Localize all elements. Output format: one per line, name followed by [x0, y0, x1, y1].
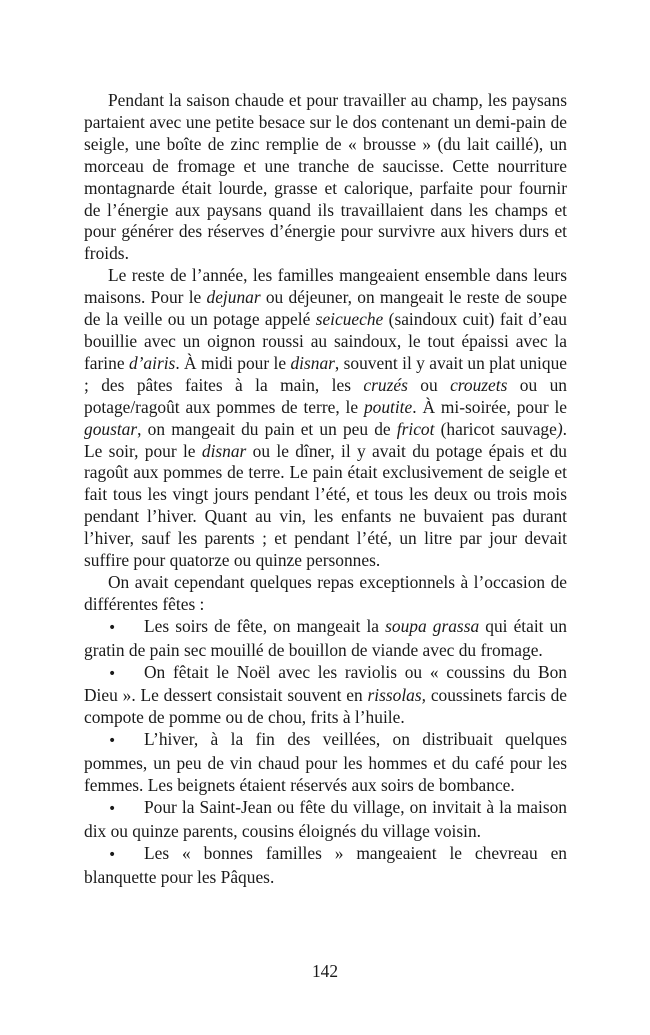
occitan-term: soupa grassa [385, 615, 480, 636]
bullet-icon [108, 843, 144, 867]
occitan-term: rissolas, [367, 685, 426, 706]
occitan-term: disnar [290, 352, 335, 373]
paragraph-text: . À midi pour le [175, 352, 291, 373]
bullet-text: coussinets farcis de compote de pomme ou de chou, frits à l’huile. [84, 685, 567, 728]
paragraph-text: (saindoux cuit) fait d’eau bouillie avec un oignon roussi au saindoux, le tout épaissi avec la farine [84, 309, 567, 373]
occitan-term: d’airis [128, 352, 176, 373]
page-body [84, 90, 567, 889]
bullet-item-easter [84, 843, 567, 889]
closing-paren: ) [556, 418, 563, 439]
bullet-icon [108, 662, 144, 686]
occitan-term: fricot [396, 418, 435, 439]
paragraph-text: ou un potage/ragoût aux pommes de terre, le [84, 374, 567, 417]
bullet-icon [108, 729, 144, 753]
bullet-text: L’hiver, à la fin des veillées, on distribuait quelques pommes, un peu de vin chaud pour les hommes et du café pour les femmes. Les beignets étaient réservés aux soirs de bombance. [84, 729, 567, 796]
occitan-term: goustar [84, 418, 138, 439]
paragraph-text: ou le dîner, il y avait du potage épais et du ragoût aux pommes de terre. Le pain était exclusivement de seigle et fait tous les vingt jours pendant l’été, et tous les deux ou trois mois pendant l’hiver. Quant au vin, les enfants ne buvaient pas durant l’hiver, sauf les parents ; et pendant l’été, un litre par jour devait suffire pour quatorze ou quinze personnes. [84, 440, 567, 571]
paragraph-text: . À mi-soirée, pour le [412, 396, 568, 417]
paragraph-text: On avait cependant quelques repas exceptionnels à l’occasion de différentes fêtes : [84, 571, 567, 614]
bullet-text: qui était un gratin de pain sec mouillé de bouillon de viande avec du fromage. [84, 615, 567, 660]
paragraph-text: Pendant la saison chaude et pour travailler au champ, les paysans partaient avec une petite besace sur le dos contenant un demi-pain de seigle, une boîte de zinc remplie de « brousse » (du lait caillé), un morceau de fromage et une tranche de saucisse. Cette nourriture montagnarde était lourde, grasse et calorique, parfaite pour fournir de l’énergie aux paysans quand ils travaillaient dans les champs et pour générer des réserves d’énergie pour survivre aux hivers durs et froids. [84, 90, 567, 264]
bullet-item-feast-evenings [84, 616, 567, 662]
bullet-text: On fêtait le Noël avec les raviolis ou « coussins du Bon Dieu ». Le dessert consistait souvent en [84, 661, 567, 706]
paragraph-summer-food [84, 90, 567, 265]
paragraph-text: , on mangeait du pain et un peu de [137, 418, 397, 439]
paragraph-text: ou [407, 374, 451, 395]
paragraph-daily-meals [84, 265, 567, 572]
bullet-item-winter-evenings [84, 729, 567, 797]
paragraph-text: , souvent il y avait un plat unique ; des pâtes faites à la main, les [84, 352, 567, 395]
bullet-item-christmas [84, 662, 567, 730]
bullet-item-saint-jean [84, 797, 567, 843]
occitan-term: disnar [201, 440, 247, 461]
paragraph-text: Le reste de l’année, les familles mangeaient ensemble dans leurs maisons. Pour le [84, 265, 567, 308]
paragraph-text: (haricot sauvage [434, 418, 557, 439]
bullet-text: Les soirs de fête, on mangeait la [144, 615, 386, 636]
occitan-term: poutite [363, 396, 413, 417]
bullet-icon [108, 797, 144, 821]
paragraph-text: . Le soir, pour le [84, 418, 568, 461]
paragraph-text: ou déjeuner, on mangeait le reste de soupe de la veille ou un potage appelé [84, 287, 567, 330]
page-number: 142 [311, 961, 339, 981]
paragraph-special-meals-intro [84, 572, 567, 616]
occitan-term: seicueche [315, 309, 384, 330]
occitan-term: dejunar [206, 287, 261, 308]
bullet-text: Les « bonnes familles » mangeaient le chevreau en blanquette pour les Pâques. [84, 842, 567, 887]
bullet-icon [108, 616, 144, 640]
bullet-text: Pour la Saint-Jean ou fête du village, on invitait à la maison dix ou quinze parents, cousins éloignés du village voisin. [84, 797, 567, 841]
occitan-term: cruzés [363, 374, 408, 395]
occitan-term: crouzets [450, 374, 508, 395]
